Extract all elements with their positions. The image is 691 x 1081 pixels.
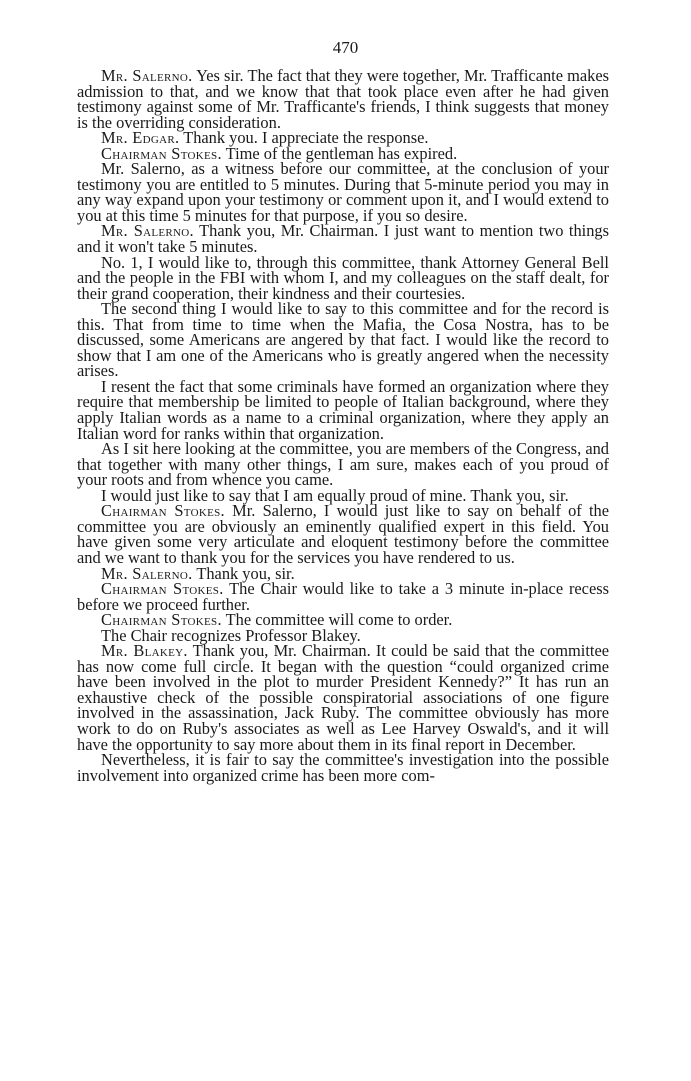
paragraph-text: Thank you. I appreciate the response. [179, 128, 429, 148]
paragraph-text: The Chair recognizes Professor Blakey. [101, 625, 361, 645]
paragraph-text: No. 1, I would like to, through this committee, thank Attorney General Bell and the people in the FBI with whom I, and my colleagues on the staff dealt, for their grand cooperation, their kindness and their courtesies. [77, 252, 609, 303]
paragraph [77, 301, 609, 379]
paragraph [77, 752, 609, 783]
paragraph [77, 161, 609, 223]
paragraph-text: I would just like to say that I am equally proud of mine. Thank you, sir. [101, 485, 569, 505]
speaker-name: Mr. Blakey. [101, 641, 188, 661]
speaker-name: Chairman Stokes. [101, 501, 225, 521]
page-number: 470 [332, 38, 359, 57]
paragraph-text: Thank you, Mr. Chairman. It could be said that the committee has now come full circle. It began with the question “could organized crime have been involved in the plot to murder President Kennedy?” It has run an exhaustive check of the possible conspiratorial associations of one figure involved in the assassination, Jack Ruby. The committee obviously has more work to do on Ruby's associates as well as Lee Harvey Oswald's, and it will have the opportunity to say more about them in its final report in December. [77, 641, 610, 754]
paragraph-text: Yes sir. The fact that they were together, Mr. Trafficante makes admission to that, and we know that that took place even after he had given testimony against some of Mr. Trafficante's friends, I think suggests that money is the overriding consideration. [77, 66, 609, 132]
paragraph [77, 376, 609, 443]
speaker-name: Chairman Stokes. [101, 610, 222, 630]
paragraph-text: Thank you, sir. [192, 563, 295, 583]
paragraph-text: Mr. Salerno, I would just like to say on behalf of the committee you are obviously an eminently qualified expert in this field. You have given some very articulate and eloquent testimony before the committee and we want to thank you for the services you have rendered to us. [77, 501, 609, 567]
paragraph [77, 68, 609, 130]
paragraph [77, 252, 609, 303]
paragraph-text: The second thing I would like to say to this committee and for the record is this. That from time to time when the Mafia, the Cosa Nostra, has to be discussed, some Americans are angered by that fact. I would like the record to show that I am one of the Americans who is greatly angered when the necessity arises. [77, 299, 609, 381]
speaker-name: Mr. Salerno. [101, 221, 194, 241]
speaker-name: Mr. Salerno. [101, 66, 193, 85]
paragraph [77, 581, 609, 612]
paragraph-text: The Chair would like to take a 3 minute in-place recess before we proceed further. [77, 579, 609, 614]
paragraph-text: The committee will come to order. [221, 610, 453, 630]
paragraph [77, 441, 609, 488]
speaker-name: Chairman Stokes. [101, 579, 224, 599]
speaker-name: Chairman Stokes. [101, 143, 222, 163]
paragraph [77, 503, 609, 565]
paragraph-text: Nevertheless, it is fair to say the committee's investigation into the possible involvement into organized crime has been more com- [77, 750, 609, 785]
paragraph-text: Time of the gentleman has expired. [221, 143, 458, 163]
paragraph [77, 643, 609, 752]
transcript-body [77, 68, 609, 783]
paragraph [77, 221, 609, 257]
paragraph-text: As I sit here looking at the committee, you are members of the Congress, and that together with many other things, I am sure, makes each of you proud of your roots and from whence you came. [77, 439, 609, 490]
paragraph-text: Thank you, Mr. Chairman. I just want to mention two things and it won't take 5 minutes. [77, 221, 609, 257]
speaker-name: Mr. Salerno. [101, 563, 193, 583]
paragraph-text: Mr. Salerno, as a witness before our committee, at the conclusion of your testimony you are entitled to 5 minutes. During that 5-minute period you may in any way expand upon your testimony or comment upon it, and I would extend to you at this time 5 minutes for that purpose, if you so desire. [77, 159, 609, 225]
speaker-name: Mr. Edgar. [101, 128, 180, 148]
paragraph-text: I resent the fact that some criminals have formed an organization where they require that membership be limited to people of Italian background, where they apply Italian words as a name to a criminal organization, where they apply an Italian word for ranks within that organization. [77, 376, 609, 443]
